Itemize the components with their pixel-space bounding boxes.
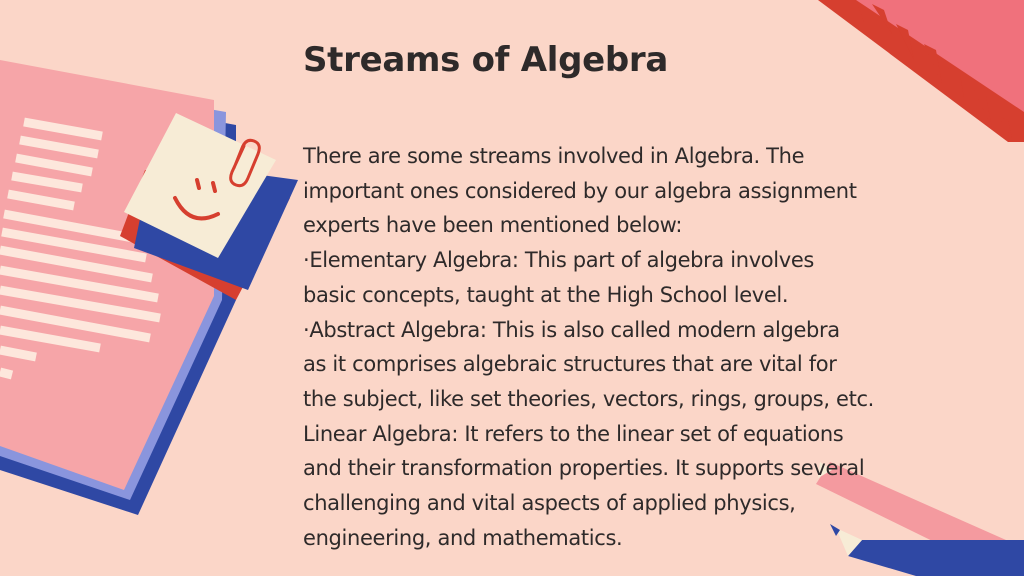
body-line: challenging and vital aspects of applied physics, <box>303 491 796 516</box>
body-line: engineering, and mathematics. <box>303 525 623 550</box>
slide-title: Streams of Algebra <box>303 40 669 80</box>
body-line: ·Abstract Algebra: This is also called modern algebra <box>303 317 840 342</box>
body-line: ·Elementary Algebra: This part of algebra involves <box>303 248 815 273</box>
body-line: experts have been mentioned below: <box>303 213 683 238</box>
body-line: Linear Algebra: It refers to the linear set of equations <box>303 421 844 446</box>
body-line: as it comprises algebraic structures that are vital for <box>303 352 837 377</box>
body-line: important ones considered by our algebra assignment <box>303 178 857 203</box>
body-line: basic concepts, taught at the High School level. <box>303 282 789 307</box>
body-line: and their transformation properties. It supports several <box>303 456 865 481</box>
body-line: the subject, like set theories, vectors, rings, groups, etc. <box>303 386 874 411</box>
body-line: There are some streams involved in Algebra. The <box>303 144 805 168</box>
slide-body <box>303 139 983 555</box>
